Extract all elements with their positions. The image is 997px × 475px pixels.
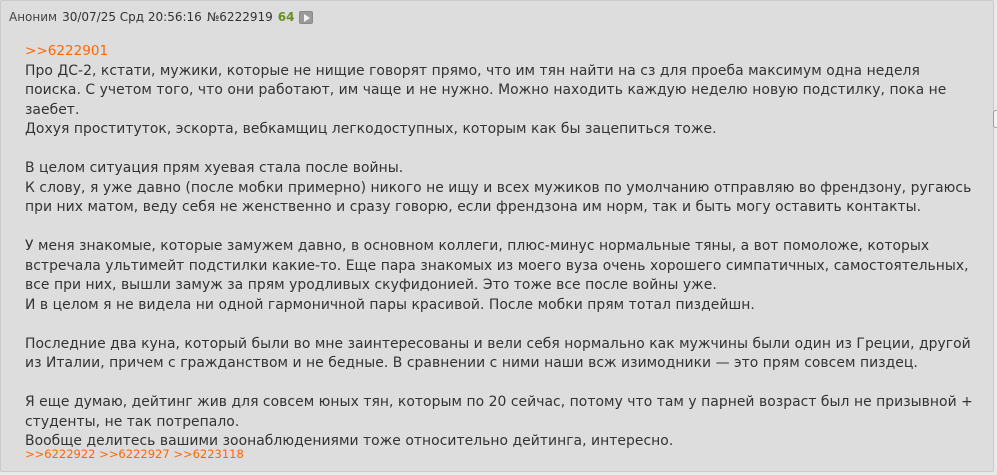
post-header [9,8,313,26]
quote-link[interactable]: >>6222901 [25,43,109,59]
post-paragraph [25,335,975,374]
reply-link[interactable]: >>6223118 [173,447,244,461]
post-text-line: И в целом я не видела ни одной гармоничной пары красивой. После мобки прям тотал пиздейшн. [25,296,755,313]
replies-list [25,447,244,461]
reply-link[interactable]: >>6222927 [99,447,170,461]
scrollbar-handle[interactable] [993,110,997,128]
post-text-line: Я еще думаю, дейтинг жив для совсем юных тян, которым по 20 сейчас, потому что там у парней возраст был не призывной + студенты, не так потрепало. [25,394,973,430]
post-text-line: Последние два куна, который были во мне заинтересованы и вели себя нормально как мужчины были один из Греции, другой из Италии, причем с гражданством и не бедные. В сравнении с ними наши всж изимодники — это прям совсем пиздец. [25,335,971,371]
poster-name: Аноним [9,10,58,24]
post-text-line: К слову, я уже давно (после мобки примерно) никого не ищу и всех мужиков по умолчанию отправляю во френдзону, ругаюсь при них матом, веду себя не женственно и сразу говорю, если френдзона им норм, так и быть могу оставить контакты. [25,179,972,215]
post-text-line: Про ДС-2, кстати, мужики, которые не нищие говорят прямо, что им тян найти на сз для проеба максимум одна неделя поиска. С учетом того, что они работают, им чаще и не нужно. Можно находить каждую неделю новую подстилку, пока не заебет. [25,62,947,118]
post-body [25,42,975,471]
post-paragraph [25,393,975,452]
post-text-line: Вообще делитесь вашими зоонаблюдениями тоже относительно дейтинга, интересно. [25,433,674,449]
post-number-link[interactable]: №6222919 [206,10,273,24]
reply-count: 64 [277,10,295,24]
post-text-line: Дохуя проституток, эскорта, вебкамщиц легкодоступных, которым как бы зацепиться тоже. [25,121,717,137]
post-text-line: У меня знакомые, которые замужем давно, в основном коллеги, плюс-минус нормальные тяны, а вот помоложе, которых встречала ультимейт подстилки какие-то. Еще пара знакомых из моего вуза очень хорошего симпатичных, самостоятельных, все при них, вышли замуж за прям уродливых скуфидонией. Это тоже все после войны уже. [25,238,969,293]
post-text-line: В целом ситуация прям хуевая стала после войны. [25,160,404,176]
post-paragraph [25,62,975,140]
post-paragraph [25,237,975,315]
post-date: 30/07/25 Срд 20:56:16 [62,10,202,24]
reply-link[interactable]: >>6222922 [25,447,96,461]
post-paragraph [25,159,975,218]
play-icon[interactable] [299,11,313,24]
